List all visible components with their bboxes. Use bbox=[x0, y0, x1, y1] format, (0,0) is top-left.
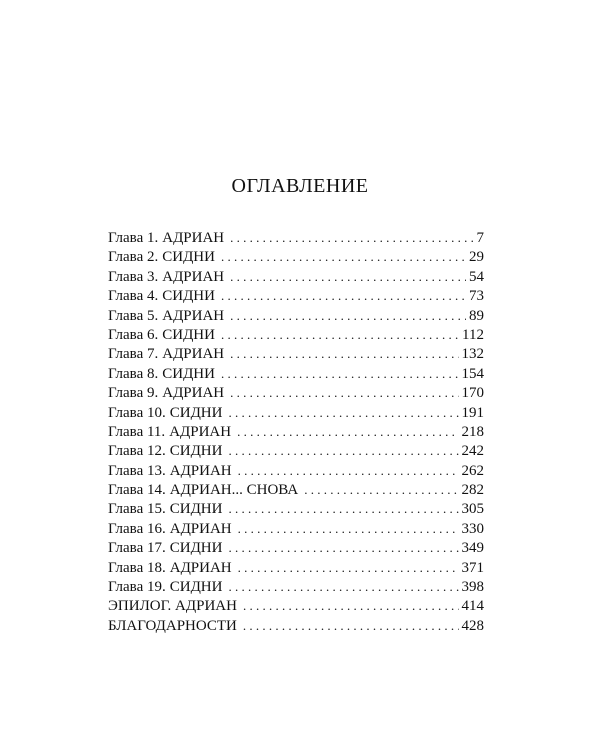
dot-leader bbox=[230, 228, 473, 247]
dot-leader bbox=[230, 383, 458, 402]
dot-leader bbox=[243, 616, 459, 635]
toc-entry-chapter-number: Глава 3. bbox=[108, 268, 159, 285]
toc-entry-label bbox=[108, 578, 222, 597]
toc-entry-label bbox=[108, 423, 231, 442]
toc-entry-label bbox=[108, 559, 232, 578]
toc-entry bbox=[108, 577, 484, 596]
toc-entry-chapter-number: Глава 14. bbox=[108, 482, 166, 499]
dot-leader bbox=[228, 403, 458, 422]
toc-entry bbox=[108, 247, 484, 266]
toc-entry-title: АДРИАН... СНОВА bbox=[169, 482, 299, 499]
toc-list bbox=[108, 228, 484, 635]
toc-entry-label bbox=[108, 229, 224, 248]
toc-entry bbox=[108, 519, 484, 538]
toc-entry-chapter-number: Глава 13. bbox=[108, 462, 166, 479]
toc-entry-chapter-number: Глава 4. bbox=[108, 288, 159, 305]
toc-entry-title: АДРИАН bbox=[162, 307, 225, 324]
toc-entry bbox=[108, 383, 484, 402]
toc-entry-page-number: 54 bbox=[469, 268, 484, 285]
toc-entry bbox=[108, 596, 484, 615]
toc-entry bbox=[108, 228, 484, 247]
toc-entry-page-number: 305 bbox=[461, 501, 484, 518]
toc-entry-page-number: 29 bbox=[469, 249, 484, 266]
toc-entry-page-number: 218 bbox=[461, 423, 484, 440]
toc-entry-title: СИДНИ bbox=[162, 249, 215, 266]
dot-leader bbox=[238, 558, 459, 577]
toc-entry-title: АДРИАН bbox=[169, 462, 232, 479]
dot-leader bbox=[228, 577, 458, 596]
toc-entry-label bbox=[108, 500, 222, 519]
toc-entry-chapter-number: Глава 12. bbox=[108, 443, 166, 460]
toc-entry bbox=[108, 267, 484, 286]
toc-entry-label bbox=[108, 268, 224, 287]
toc-entry-page-number: 398 bbox=[461, 579, 484, 596]
toc-entry-chapter-number: Глава 11. bbox=[108, 423, 166, 440]
dot-leader bbox=[243, 596, 459, 615]
toc-entry-page-number: 371 bbox=[461, 559, 484, 576]
toc-entry-label bbox=[108, 307, 224, 326]
toc-entry-chapter-number: Глава 2. bbox=[108, 249, 159, 266]
toc-entry-label bbox=[108, 520, 232, 539]
toc-entry-label bbox=[108, 384, 224, 403]
toc-entry-chapter-number: Глава 15. bbox=[108, 501, 166, 518]
toc-entry-page-number: 349 bbox=[461, 540, 484, 557]
dot-leader bbox=[221, 364, 459, 383]
toc-entry-page-number: 282 bbox=[461, 482, 484, 499]
toc-entry-page-number: 7 bbox=[476, 230, 484, 246]
toc-entry bbox=[108, 422, 484, 441]
dot-leader bbox=[304, 480, 458, 499]
toc-entry bbox=[108, 480, 484, 499]
toc-title: ОГЛАВЛЕНИЕ bbox=[231, 175, 369, 197]
dot-leader bbox=[228, 499, 458, 518]
dot-leader bbox=[230, 306, 466, 325]
toc-entry-title: АДРИАН bbox=[162, 385, 225, 402]
toc-entry-page-number: 132 bbox=[461, 346, 484, 363]
toc-entry-label bbox=[108, 617, 237, 636]
toc-entry bbox=[108, 344, 484, 363]
toc-entry-title: АДРИАН bbox=[169, 423, 232, 440]
dot-leader bbox=[238, 519, 459, 538]
dot-leader bbox=[228, 441, 458, 460]
toc-entry-title: СИДНИ bbox=[169, 501, 223, 518]
toc-entry-page-number: 414 bbox=[461, 598, 484, 615]
toc-entry-chapter-number: Глава 1. bbox=[108, 230, 159, 246]
toc-entry-title: БЛАГОДАРНОСТИ bbox=[108, 617, 237, 634]
toc-entry bbox=[108, 286, 484, 305]
toc-entry-title: СИДНИ bbox=[162, 326, 215, 343]
toc-entry-title: АДРИАН bbox=[162, 268, 225, 285]
toc-entry-page-number: 428 bbox=[461, 617, 484, 634]
toc-entry-page-number: 191 bbox=[461, 404, 484, 421]
toc-entry-page-number: 73 bbox=[469, 288, 484, 305]
toc-entry-chapter-number: Глава 9. bbox=[108, 385, 159, 402]
toc-entry-title: ЭПИЛОГ. АДРИАН bbox=[108, 598, 237, 615]
toc-entry bbox=[108, 325, 484, 344]
toc-entry-label bbox=[108, 345, 224, 364]
toc-entry-title: СИДНИ bbox=[169, 540, 223, 557]
dot-leader bbox=[221, 286, 466, 305]
toc-entry bbox=[108, 616, 484, 635]
toc-entry-title: АДРИАН bbox=[169, 520, 232, 537]
toc-entry bbox=[108, 461, 484, 480]
dot-leader bbox=[230, 267, 466, 286]
toc-entry-label bbox=[108, 365, 215, 384]
toc-entry-page-number: 154 bbox=[461, 365, 484, 382]
dot-leader bbox=[237, 422, 458, 441]
toc-entry-label bbox=[108, 287, 215, 306]
toc-entry-title: СИДНИ bbox=[162, 288, 215, 305]
toc-entry bbox=[108, 558, 484, 577]
toc-entry bbox=[108, 441, 484, 460]
dot-leader bbox=[228, 538, 458, 557]
toc-entry-chapter-number: Глава 6. bbox=[108, 326, 159, 343]
toc-entry-label bbox=[108, 442, 222, 461]
toc-entry-chapter-number: Глава 19. bbox=[108, 579, 166, 596]
toc-entry-label bbox=[108, 404, 222, 423]
toc-entry-chapter-number: Глава 17. bbox=[108, 540, 166, 557]
toc-entry-title: СИДНИ bbox=[169, 404, 223, 421]
toc-entry-page-number: 242 bbox=[461, 443, 484, 460]
toc-entry bbox=[108, 538, 484, 557]
toc-entry-title: СИДНИ bbox=[162, 365, 215, 382]
toc-entry-chapter-number: Глава 7. bbox=[108, 346, 159, 363]
dot-leader bbox=[238, 461, 459, 480]
toc-entry-chapter-number: Глава 8. bbox=[108, 365, 159, 382]
toc-entry-label bbox=[108, 462, 232, 481]
toc-entry-page-number: 89 bbox=[469, 307, 484, 324]
toc-entry-title: АДРИАН bbox=[169, 559, 232, 576]
toc-entry bbox=[108, 306, 484, 325]
toc-entry-title: СИДНИ bbox=[169, 579, 223, 596]
toc-entry-page-number: 262 bbox=[461, 462, 484, 479]
toc-entry-chapter-number: Глава 10. bbox=[108, 404, 166, 421]
toc-entry-page-number: 170 bbox=[461, 385, 484, 402]
toc-entry-title: АДРИАН bbox=[162, 230, 225, 246]
dot-leader bbox=[221, 325, 459, 344]
toc-entry-chapter-number: Глава 5. bbox=[108, 307, 159, 324]
toc-entry-label bbox=[108, 248, 215, 267]
toc-entry bbox=[108, 499, 484, 518]
toc-entry-chapter-number: Глава 16. bbox=[108, 520, 166, 537]
dot-leader bbox=[221, 247, 466, 266]
toc-entry-label bbox=[108, 326, 215, 345]
toc-entry-title: СИДНИ bbox=[169, 443, 223, 460]
toc-entry-chapter-number: Глава 18. bbox=[108, 559, 166, 576]
toc-entry-label bbox=[108, 481, 298, 500]
toc-entry bbox=[108, 364, 484, 383]
toc-entry-label bbox=[108, 597, 237, 616]
toc-entry-page-number: 330 bbox=[461, 520, 484, 537]
toc-entry-page-number: 112 bbox=[462, 326, 484, 343]
toc-entry-title: АДРИАН bbox=[162, 346, 225, 363]
dot-leader bbox=[230, 344, 458, 363]
toc-entry bbox=[108, 403, 484, 422]
toc-entry-label bbox=[108, 539, 222, 558]
